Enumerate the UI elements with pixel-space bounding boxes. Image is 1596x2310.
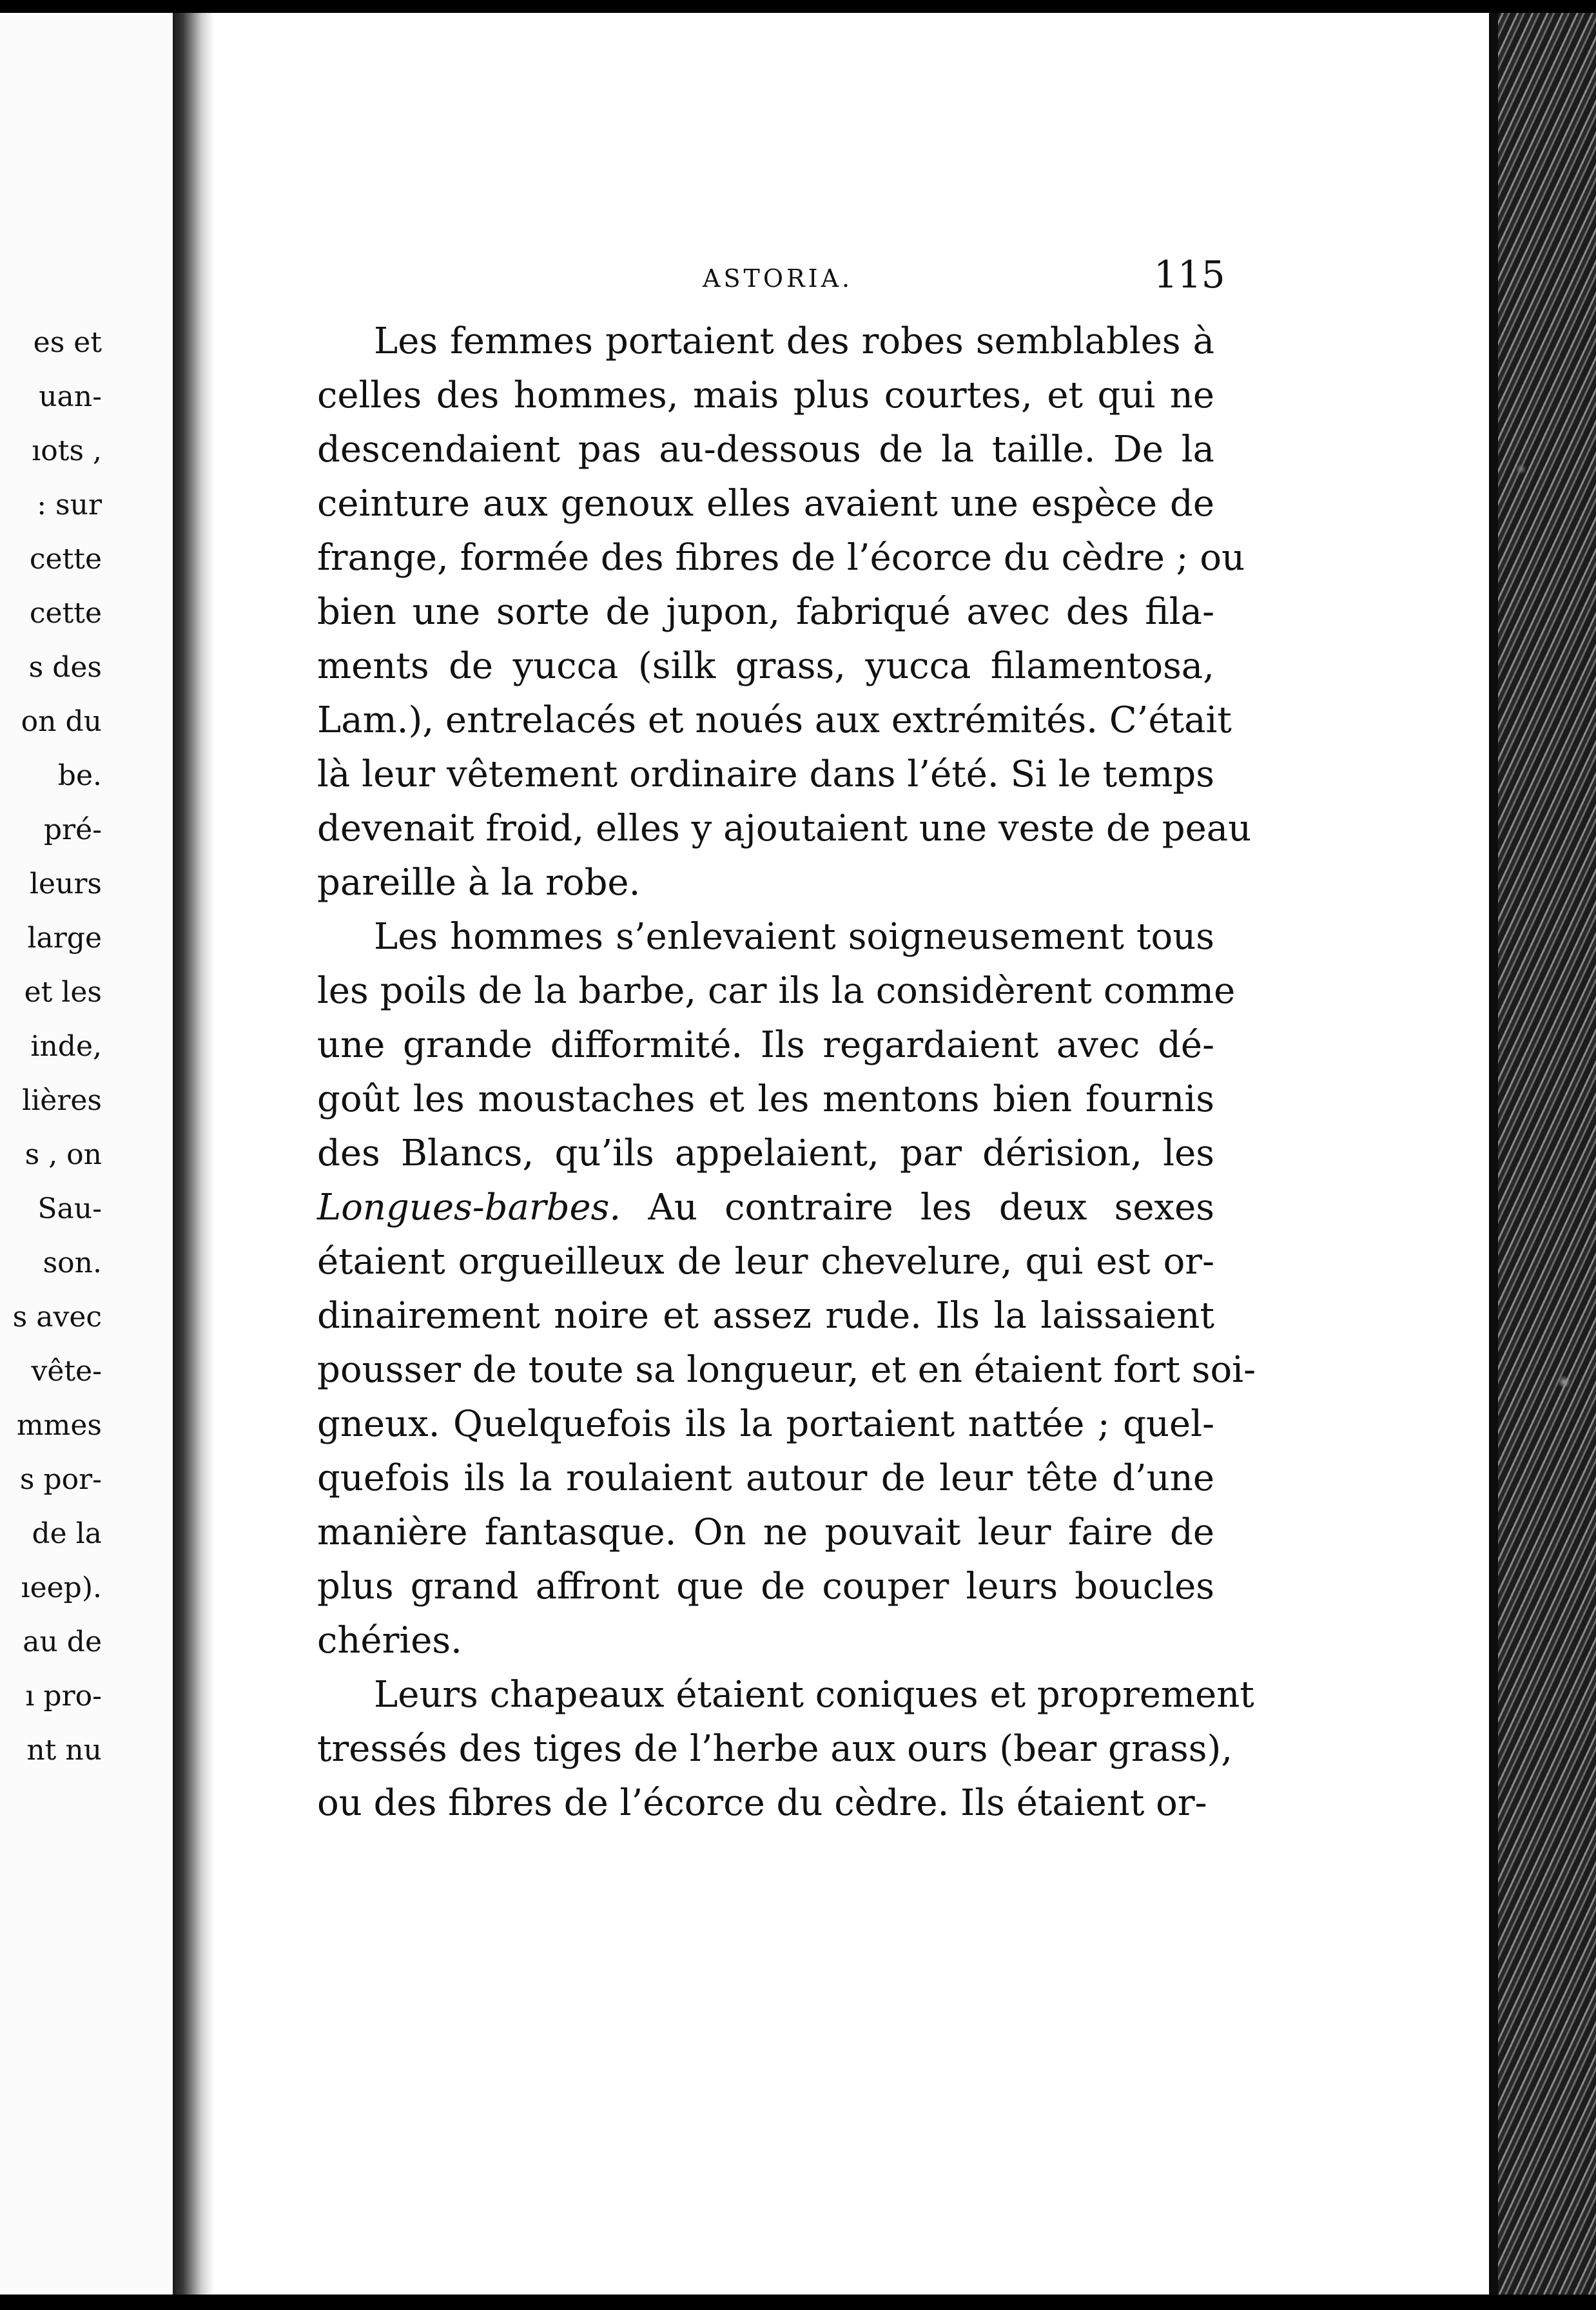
body-text: [317, 315, 1256, 1830]
left-page-fragment: ıots ,: [32, 434, 102, 467]
left-page-fragment: large: [27, 922, 102, 955]
text-line: là leur vêtement ordinaire dans l’été. Si le temps: [317, 753, 1214, 795]
left-page-fragment: ı pro-: [25, 1680, 102, 1713]
left-page-fragment: cette: [29, 597, 102, 630]
left-page-fragment: lières: [22, 1084, 102, 1117]
left-page-fragment: es et: [33, 326, 102, 359]
left-page-fragment: uan-: [39, 380, 102, 413]
left-page-fragment: au de: [23, 1626, 102, 1658]
left-facing-page: [0, 13, 173, 2295]
text-line: Les femmes portaient des robes semblables à: [374, 320, 1214, 362]
text-line: des Blancs, qu’ils appelaient, par dérision, les: [317, 1132, 1214, 1174]
left-page-fragment: mmes: [16, 1409, 102, 1442]
text-line: descendaient pas au-dessous de la taille. De la: [317, 429, 1214, 471]
text-line: une grande difformité. Ils regardaient avec dé-: [317, 1024, 1214, 1066]
paragraph: [317, 910, 1256, 1668]
left-page-fragment: son.: [43, 1247, 102, 1279]
left-page-fragment: leurs: [29, 868, 102, 900]
left-page-fragment: vête-: [31, 1355, 102, 1388]
text-line: pousser de toute sa longueur, et en étaient fort soi-: [317, 1349, 1256, 1391]
left-page-fragment: de la: [32, 1517, 102, 1550]
left-page-fragment: s por-: [19, 1463, 102, 1496]
text-line: gneux. Quelquefois ils la portaient nattée ; quel-: [317, 1403, 1214, 1445]
left-page-fragment: nt nu: [26, 1734, 102, 1767]
text-line: [317, 1181, 1214, 1235]
text-line: devenait froid, elles y ajoutaient une veste de peau: [317, 808, 1252, 849]
left-page-fragment: s avec: [12, 1301, 102, 1334]
text-line: manière fantasque. On ne pouvait leur faire de: [317, 1511, 1214, 1553]
text-line: ou des fibres de l’écorce du cèdre. Ils étaient or-: [317, 1782, 1207, 1824]
marbled-cover-edge: [1489, 13, 1596, 2295]
text-line: Leurs chapeaux étaient coniques et proprement: [374, 1674, 1254, 1716]
italic-phrase: Longues-barbes.: [317, 1187, 621, 1228]
left-page-fragment: Sau-: [37, 1192, 102, 1225]
text-line: tressés des tiges de l’herbe aux ours (bear grass),: [317, 1728, 1233, 1770]
left-page-fragment: s des: [28, 651, 102, 684]
text-line: quefois ils la roulaient autour de leur tête d’une: [317, 1457, 1214, 1499]
text-line: ments de yucca (silk grass, yucca filamentosa,: [317, 645, 1214, 687]
paragraph: [317, 1668, 1254, 1830]
left-page-fragment: et les: [24, 976, 102, 1009]
left-page-fragment: inde,: [30, 1030, 102, 1063]
text-line: celles des hommes, mais plus courtes, et qui ne: [317, 374, 1214, 416]
text-line: étaient orgueilleux de leur chevelure, qui est or-: [317, 1241, 1214, 1283]
text-line: bien une sorte de jupon, fabriqué avec des fila-: [317, 591, 1214, 633]
text-line: dinairement noire et assez rude. Ils la laissaient: [317, 1295, 1214, 1337]
text-line: pareille à la robe.: [317, 862, 641, 904]
page-number: 115: [1154, 253, 1225, 296]
left-page-fragment: pré-: [43, 813, 102, 846]
line-continuation: Au contraire les deux sexes: [621, 1187, 1214, 1228]
left-page-text-fragments: [13, 316, 102, 1778]
left-page-fragment: be.: [57, 759, 102, 792]
left-page-fragment: on du: [21, 705, 102, 738]
left-page-fragment: : sur: [37, 489, 102, 521]
book-gutter: [173, 13, 214, 2295]
text-line: Lam.), entrelacés et noués aux extrémités. C’était: [317, 699, 1232, 741]
running-head: ASTORIA.: [703, 264, 853, 293]
text-line: plus grand affront que de couper leurs boucles: [317, 1566, 1214, 1607]
text-line: frange, formée des fibres de l’écorce du cèdre ; ou: [317, 537, 1245, 579]
left-page-fragment: s , on: [24, 1138, 102, 1171]
left-page-fragment: cette: [29, 543, 102, 576]
paragraph: [317, 315, 1252, 910]
text-line: ceinture aux genoux elles avaient une espèce de: [317, 483, 1214, 525]
left-page-fragment: ıeep).: [21, 1571, 102, 1604]
text-line: les poils de la barbe, car ils la considèrent comme: [317, 970, 1236, 1012]
text-line: goût les moustaches et les mentons bien fournis: [317, 1078, 1214, 1120]
text-line: chéries.: [317, 1620, 462, 1662]
text-line: Les hommes s’enlevaient soigneusement tous: [374, 916, 1214, 958]
